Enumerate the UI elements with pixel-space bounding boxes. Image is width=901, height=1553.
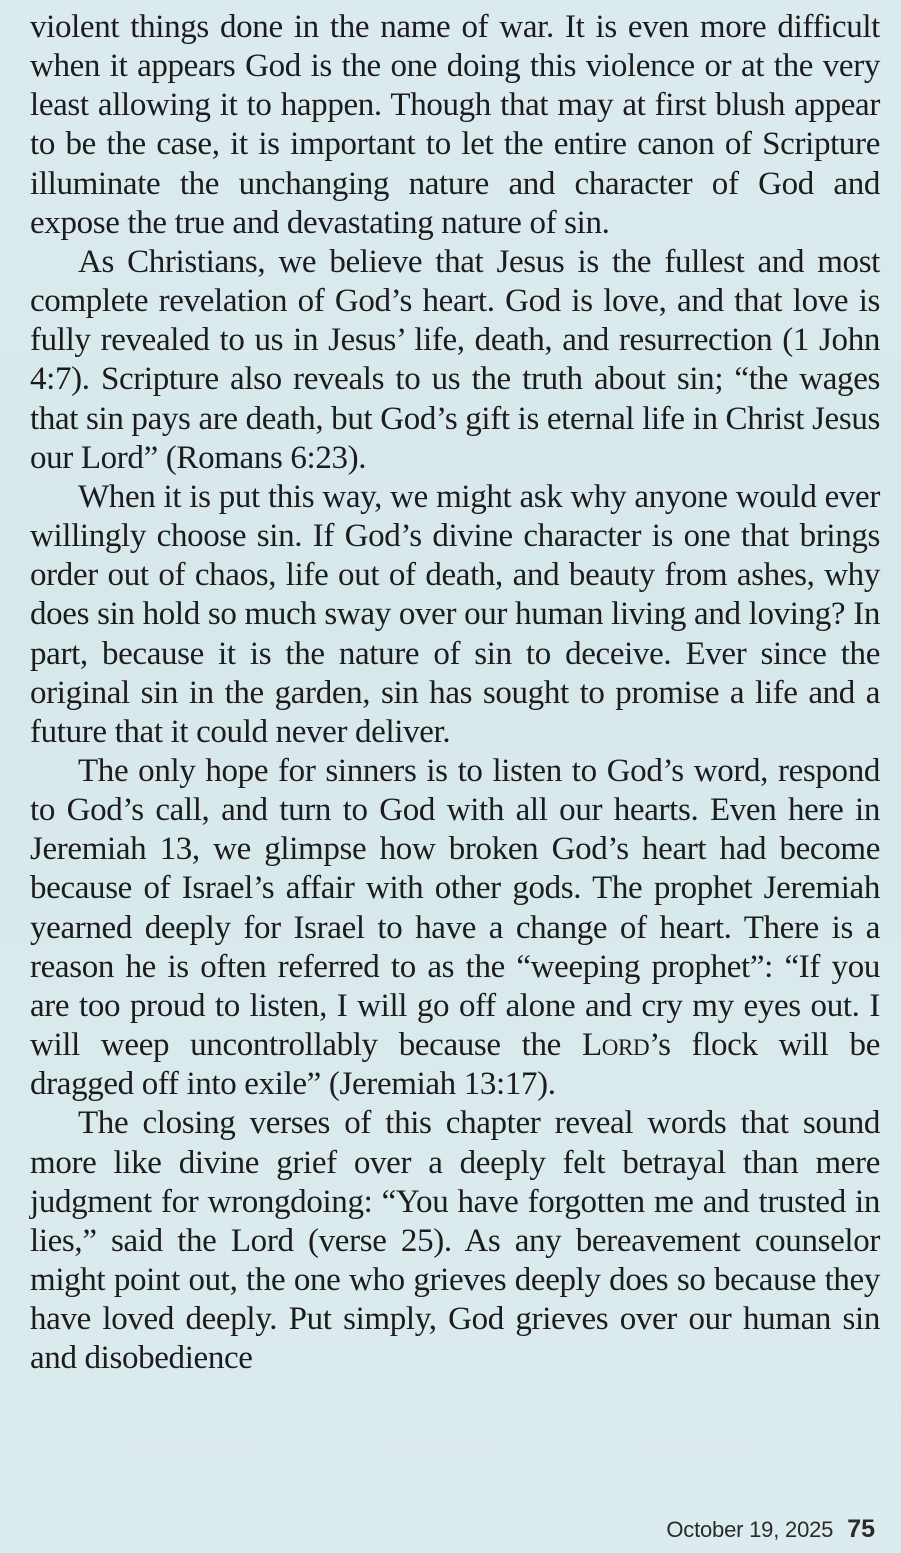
paragraph-4 (30, 752, 880, 1104)
paragraph-1-text: violent things done in the name of war. It is even more difficult when it appears God is the one doing this violence or at the very least allowing it to happen. Though that may at first blush appear to be the case, it is important to let the entire canon of Scripture illuminate the unchanging nature and character of God and expose the true and devastating nature of sin. (30, 9, 880, 241)
page-number: 75 (847, 1515, 875, 1543)
body-text (30, 8, 880, 1378)
paragraph-2 (30, 243, 880, 478)
paragraph-2-text: As Christians, we believe that Jesus is the fullest and most complete revelation of God’s heart. God is love, and that love is fully revealed to us in Jesus’ life, death, and resurrection (1 John 4:7). Scripture also reveals to us the truth about sin; “the wages that sin pays are death, but God’s gift is eternal life in Christ Jesus our Lord” (Romans 6:23). (30, 243, 880, 476)
paragraph-5-text: The closing verses of this chapter reveal words that sound more like divine grief over a deeply felt betrayal than mere judgment for wrongdoing: “You have forgotten me and trusted in lies,” said the Lord (verse 25). As any bereavement counselor might point out, the one who grieves deeply does so because they have loved deeply. Put simply, God grieves over our human sin and disobedience (30, 1105, 880, 1377)
paragraph-3-text: When it is put this way, we might ask why anyone would ever willingly choose sin. If God’s divine character is one that brings order out of chaos, life out of death, and beauty from ashes, why does sin hold so much sway over our human living and loving? In part, because it is the nature of sin to deceive. Ever since the original sin in the garden, sin has sought to promise a life and a future that it could never deliver. (30, 478, 880, 750)
paragraph-1 (30, 8, 880, 243)
page-footer (666, 1515, 875, 1547)
paragraph-3 (30, 478, 880, 752)
paragraph-4-text-a: The only hope for sinners is to listen to God’s word, respond to God’s call, and turn to God with all our hearts. Even here in Jeremiah 13, we glimpse how broken God’s heart had become because of Israel’s affair with other gods. The prophet Jeremiah yearned deeply for Israel to have a change of heart. There is a reason he is often referred to as the “weeping prophet”: “If you are too proud to listen, I will go off alone and cry my eyes out. I will weep uncontrollably because the (30, 752, 880, 1064)
paragraph-4-text-b: ’s flock will be dragged off into exile” (Jeremiah 13:17). (30, 1027, 880, 1103)
divine-name-lord: Lord (581, 1027, 650, 1064)
paragraph-5 (30, 1104, 880, 1378)
footer-date: October 19, 2025 (666, 1517, 834, 1542)
